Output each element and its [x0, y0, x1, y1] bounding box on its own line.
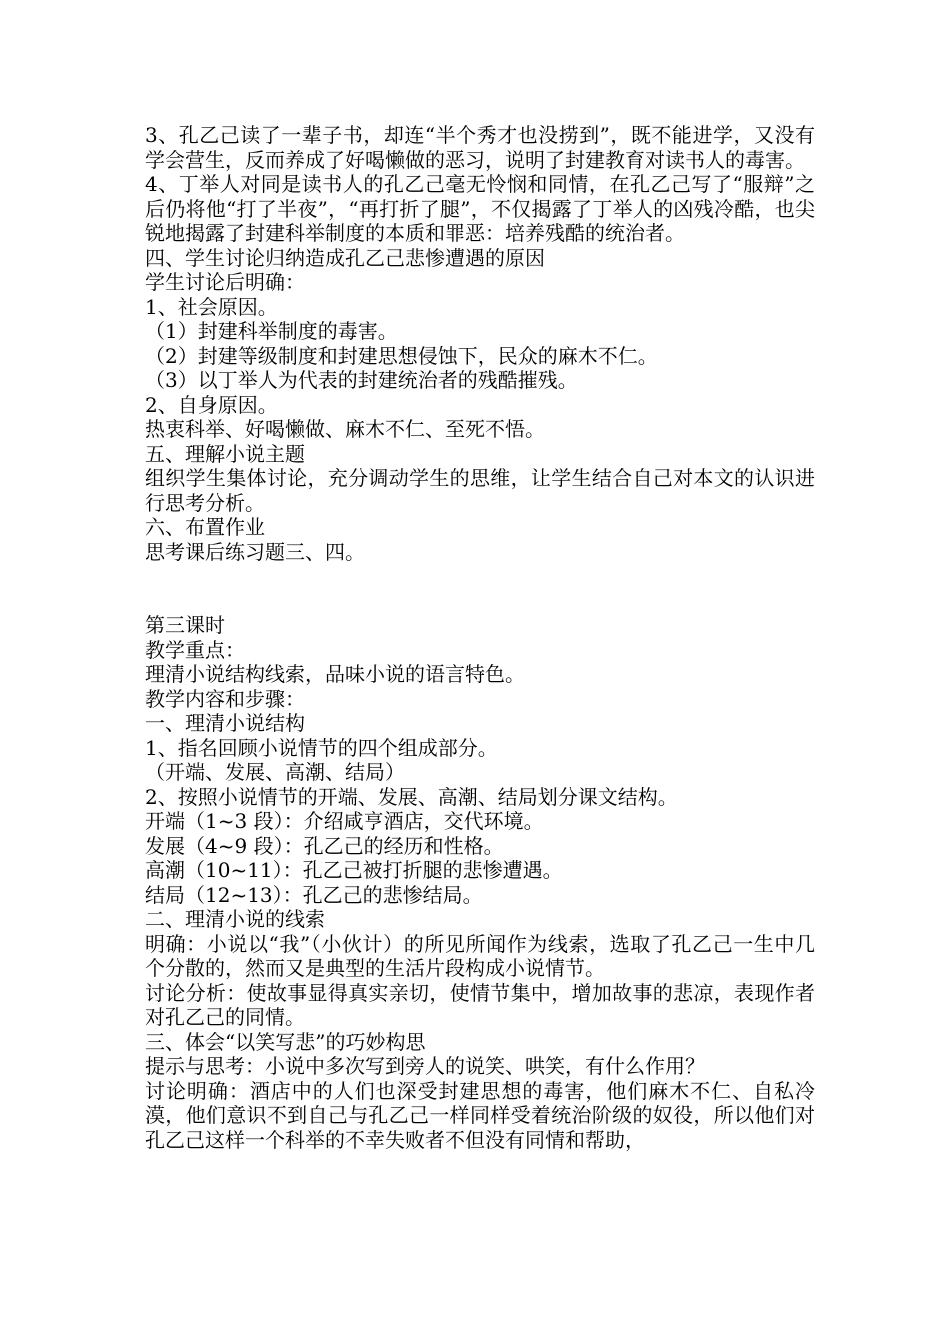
paragraph: 发展（4~9 段）：孔乙己的经历和性格。: [145, 833, 504, 858]
paragraph: 3、孔乙己读了一辈子书，却连“半个秀才也没捞到”，既不能进学，又没有学会营生，反而养成了好喝懒做的恶习，说明了封建教育对读书人的毒害。: [145, 123, 815, 172]
paragraph: 教学内容和步骤：: [145, 686, 305, 711]
lesson-title: 第三课时: [145, 613, 225, 637]
paragraph: 4、丁举人对同是读书人的孔乙己毫无怜悯和同情，在孔乙己写了“服辩”之后仍将他“打了半夜”，“再打折了腿”，不仅揭露了丁举人的凶残冷酷，也尖锐地揭露了封建科举制度的本质和罪恶：培养残酷的统治者。: [145, 172, 815, 245]
paragraph: 讨论分析：使故事显得真实亲切，使情节集中，增加故事的悲凉，表现作者对孔乙己的同情。: [145, 980, 815, 1029]
paragraph: 开端（1~3 段）：介绍咸亨酒店，交代环境。: [145, 809, 544, 833]
paragraph: 热衷科举、好喝懒做、麻木不仁、至死不悟。: [145, 417, 545, 441]
paragraph: 2、按照小说情节的开端、发展、高潮、结局划分课文结构。: [145, 784, 678, 809]
paragraph: 1、指名回顾小说情节的四个组成部分。: [145, 735, 498, 760]
paragraph: 学生讨论后明确：: [145, 270, 305, 294]
paragraph: 明确：小说以“我”（小伙计）的所见所闻作为线索，选取了孔乙己一生中几个分散的，然而又是典型的生活片段构成小说情节。: [145, 931, 815, 980]
document-body: [145, 123, 815, 1152]
spacer: [145, 564, 815, 613]
paragraph: 理清小说结构线索，品味小说的语言特色。: [145, 662, 525, 686]
paragraph: 教学重点：: [145, 637, 245, 662]
paragraph: 高潮（10~11）：孔乙己被打折腿的悲惨遭遇。: [145, 858, 563, 882]
paragraph: 1、社会原因。: [145, 294, 278, 319]
section-heading: 一、理清小说结构: [145, 711, 305, 735]
paragraph: 结局（12~13）：孔乙己的悲惨结局。: [145, 882, 483, 907]
section-heading: 六、布置作业: [145, 515, 265, 539]
paragraph: 讨论明确：酒店中的人们也深受封建思想的毒害，他们麻木不仁、自私冷漠，他们意识不到自己与孔乙己一样同样受着统治阶级的奴役，所以他们对孔乙己这样一个科举的不幸失败者不但没有同情和帮助，: [145, 1078, 815, 1152]
section-heading: 五、理解小说主题: [145, 441, 305, 466]
paragraph: （1）封建科举制度的毒害。: [145, 319, 398, 343]
paragraph: （2）封建等级制度和封建思想侵蚀下，民众的麻木不仁。: [145, 343, 658, 368]
section-heading: 三、体会“以笑写悲”的巧妙构思: [145, 1029, 426, 1054]
paragraph: 2、自身原因。: [145, 392, 278, 417]
paragraph: （开端、发展、高潮、结局）: [145, 760, 405, 784]
section-heading: 四、学生讨论归纳造成孔乙己悲惨遭遇的原因: [145, 245, 545, 270]
paragraph: 组织学生集体讨论，充分调动学生的思维，让学生结合自己对本文的认识进行思考分析。: [145, 466, 815, 515]
paragraph: 提示与思考：小说中多次写到旁人的说笑、哄笑，有什么作用？: [145, 1054, 705, 1078]
section-heading: 二、理清小说的线索: [145, 907, 325, 931]
paragraph: （3）以丁举人为代表的封建统治者的残酷摧残。: [145, 368, 578, 392]
paragraph: 思考课后练习题三、四。: [145, 539, 365, 564]
